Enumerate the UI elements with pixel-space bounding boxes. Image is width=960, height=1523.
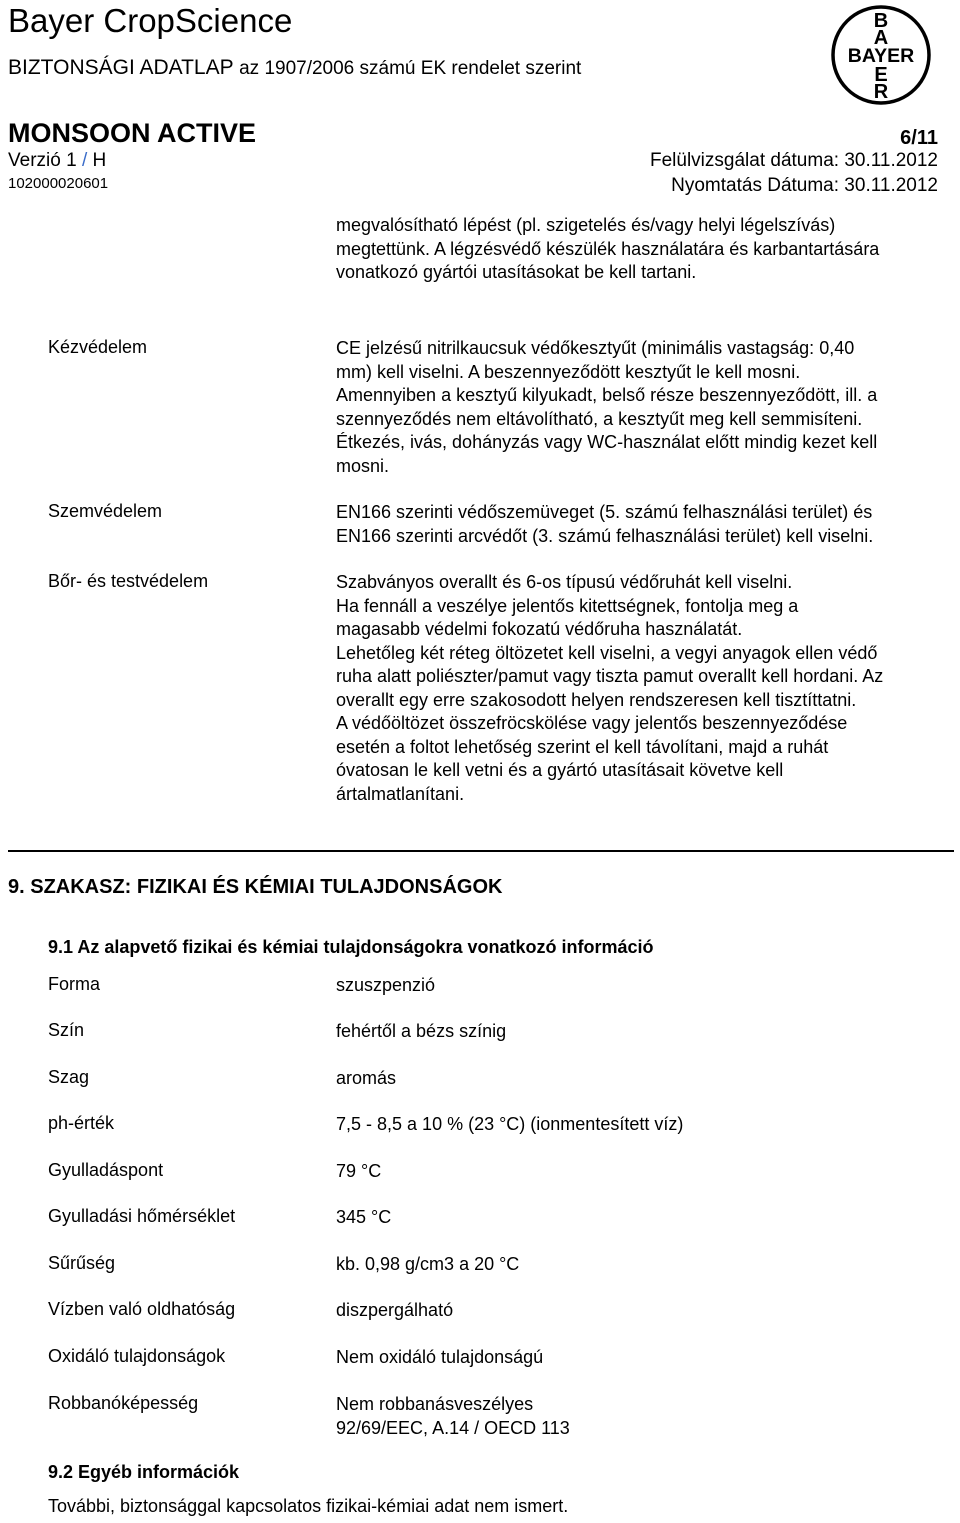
property-value: fehértől a bézs színig <box>336 1021 507 1041</box>
version-prefix: Verzió 1 <box>8 150 82 171</box>
version-suffix: H <box>87 150 107 171</box>
property-label: Gyulladási hőmérséklet <box>48 1206 236 1226</box>
skin-protection-label: Bőr- és testvédelem <box>48 571 209 591</box>
property-label: Oxidáló tulajdonságok <box>48 1346 226 1366</box>
logo-letter-r: R <box>873 81 889 103</box>
bayer-cross-logo <box>830 4 932 106</box>
property-label: Sűrűség <box>48 1253 116 1273</box>
hand-protection-text: CE jelzésű nitrilkaucsuk védőkesztyűt (minimális vastagság: 0,40 mm) kell viselni. A beszennyeződött kesztyűt le kell mosni. Amennyiben a kesztyű kilyukadt, belső része beszennyeződött, ill. a szennyeződés nem eltávolítható, a kesztyűt meg kell semmisíteni. Étkezés, ivás, dohányzás vagy WC-használat előtt mindig kezet kell mosni. <box>336 338 878 476</box>
regulation-label: az 1907/2006 számú EK rendelet szerint <box>239 58 582 79</box>
subsection-9-1-title: 9.1 Az alapvető fizikai és kémiai tulajdonságokra vonatkozó információ <box>48 937 654 957</box>
property-value: Nem robbanásveszélyes 92/69/EEC, A.14 / OECD 113 <box>336 1394 570 1438</box>
logo-letter-b: B <box>873 10 889 32</box>
property-value: 7,5 - 8,5 a 10 % (23 °C) (ionmentesített víz) <box>336 1114 684 1134</box>
eye-protection-label: Szemvédelem <box>48 501 163 521</box>
property-label: Vízben való oldhatóság <box>48 1299 236 1319</box>
logo-letter-e: E <box>874 64 888 86</box>
property-value: aromás <box>336 1068 397 1088</box>
print-date: Nyomtatás Dátuma: 30.11.2012 <box>671 175 938 196</box>
section-9-title: 9. SZAKASZ: FIZIKAI ÉS KÉMIAI TULAJDONSÁGOK <box>8 876 503 898</box>
document-type <box>8 56 581 80</box>
eye-protection-text: EN166 szerinti védőszemüveget (5. számú felhasználási terület) és EN166 szerinti arcvédőt (3. számú felhasználási terület) kell viselni. <box>336 502 874 546</box>
skin-protection-text: Szabványos overallt és 6-os típusú védőruhát kell viselni. Ha fennáll a veszélye jelentős kitettségnek, fontolja meg a magasabb védelmi fokozatú védőruha használatát. Lehetőleg két réteg öltözetet kell viselni, a vegyi anyagok ellen védő ruha alatt poliészter/pamut vagy tiszta pamut overallt kell hordani. Az overallt egy erre szakosodott helyen rendszeresen kell tisztíttatni. A védőöltözet összefröcskölése vagy jelentős beszennyeződése esetén a foltot lehetőség szerint el kell távolítani, majd a ruhát óvatosan le kell vetni és a gyártó utasításait követve kell ártalmatlanítani. <box>336 572 884 804</box>
document-id: 102000020601 <box>8 175 109 192</box>
property-label: ph-érték <box>48 1113 115 1133</box>
property-label: Forma <box>48 974 101 994</box>
respiratory-protection-continuation: megvalósítható lépést (pl. szigetelés és/vagy helyi légelszívás) megtettünk. A légzésvédő készülék használatára és karbantartására vonatkozó gyártói utasításokat be kell tartani. <box>336 215 880 282</box>
product-name: MONSOON ACTIVE <box>8 118 257 148</box>
property-value: szuszpenzió <box>336 975 436 995</box>
property-label: Robbanóképesség <box>48 1393 199 1413</box>
hand-protection-label: Kézvédelem <box>48 337 148 357</box>
property-value: 345 °C <box>336 1207 392 1227</box>
logo-horizontal-word: BAYER <box>847 45 915 67</box>
revision-date: Felülvizsgálat dátuma: 30.11.2012 <box>650 150 938 171</box>
version-separator: / <box>81 150 88 171</box>
property-value: kb. 0,98 g/cm3 a 20 °C <box>336 1254 520 1274</box>
other-information-text: További, biztonsággal kapcsolatos fizikai-kémiai adat nem ismert. <box>48 1496 569 1516</box>
version-info <box>8 150 106 172</box>
logo-letter-a: A <box>873 27 889 49</box>
company-name: Bayer CropScience <box>8 2 293 39</box>
property-label: Szag <box>48 1067 90 1087</box>
doc-type-label: BIZTONSÁGI ADATLAP <box>8 56 234 79</box>
subsection-9-2-title: 9.2 Egyéb információk <box>48 1462 240 1482</box>
property-label: Gyulladáspont <box>48 1160 164 1180</box>
property-value: diszpergálható <box>336 1300 454 1320</box>
property-label: Szín <box>48 1020 85 1040</box>
page-number: 6/11 <box>900 127 938 149</box>
property-value: 79 °C <box>336 1161 382 1181</box>
section-divider <box>8 850 954 852</box>
property-value: Nem oxidáló tulajdonságú <box>336 1347 544 1367</box>
